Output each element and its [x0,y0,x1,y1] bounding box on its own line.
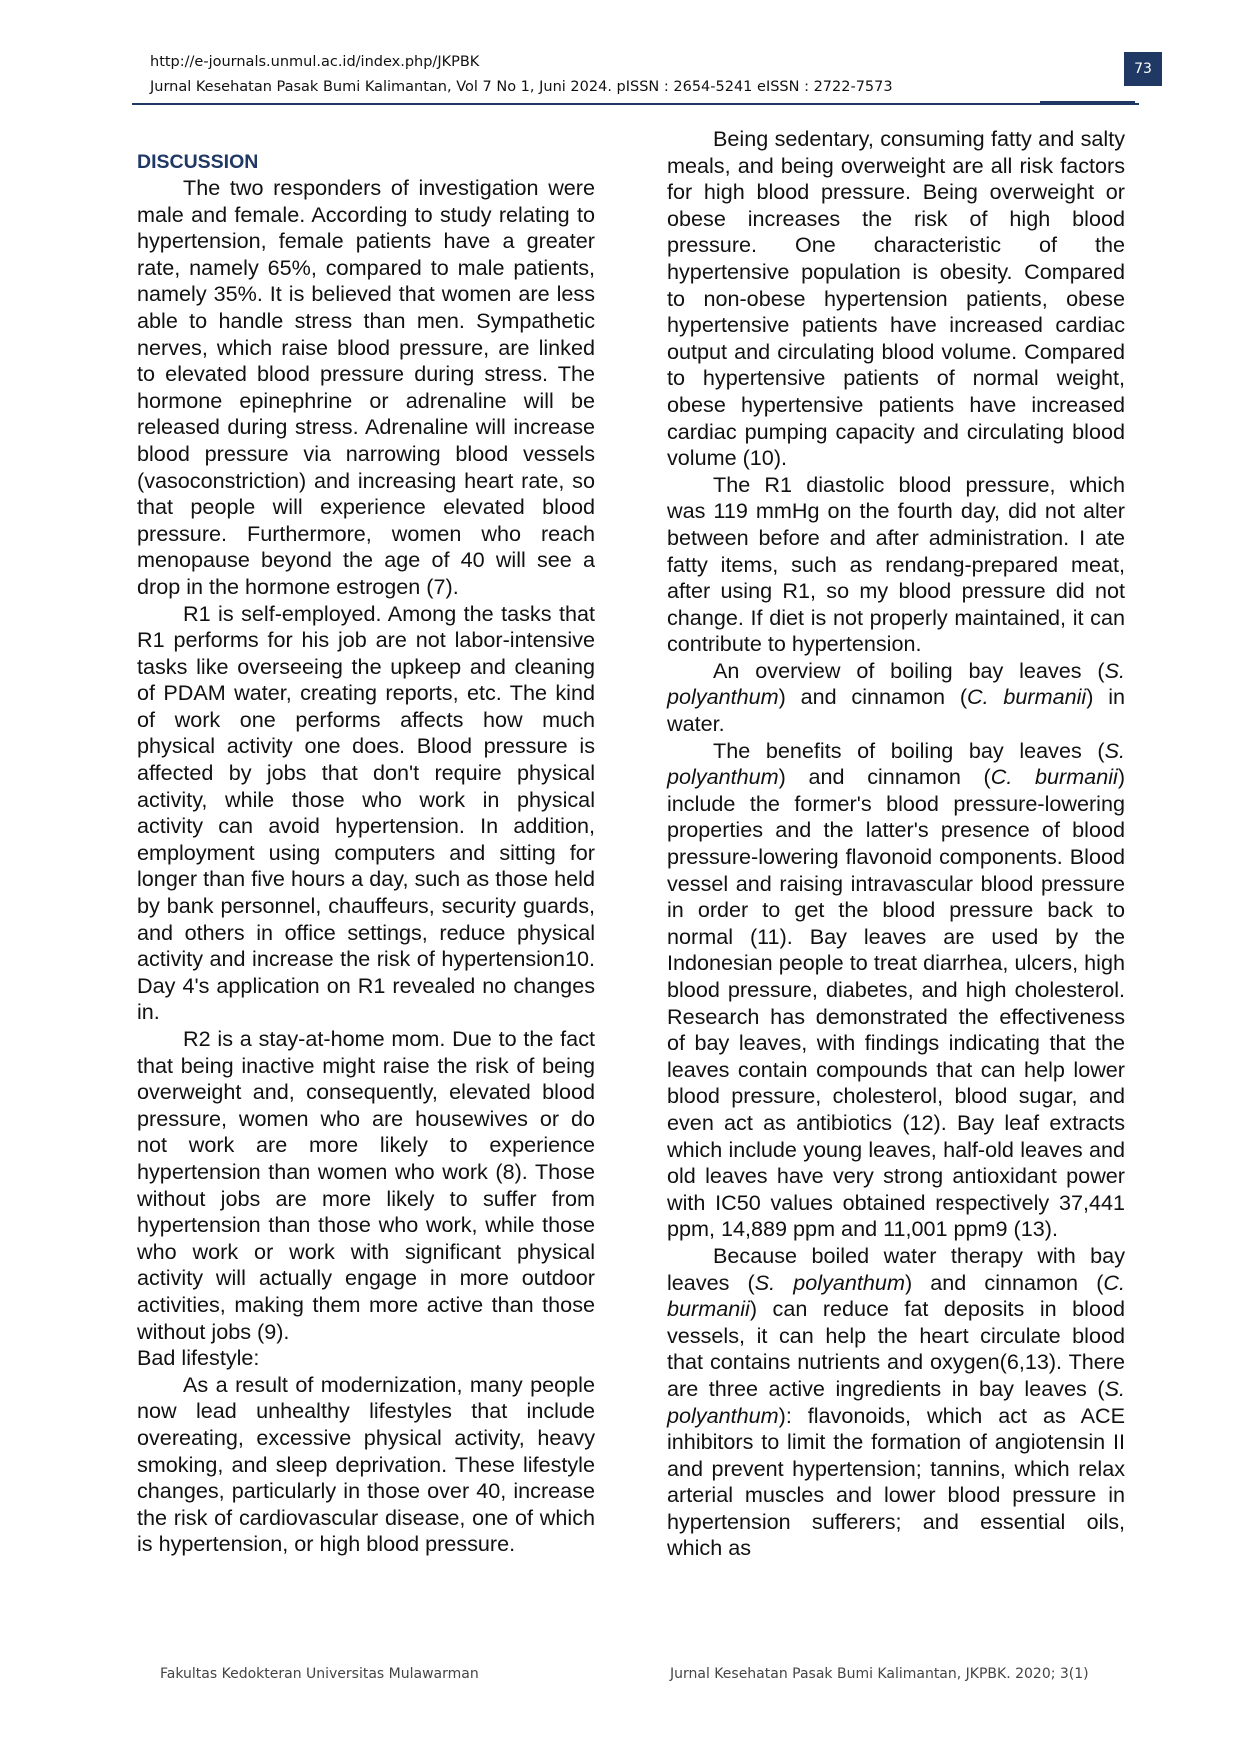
right-column [667,126,1125,1562]
paragraph: The R1 diastolic blood pressure, which was 119 mmHg on the fourth day, did not alter between before and after administration. I ate fatty items, such as rendang-prepared meat, after using R1, so my blood pressure did not change. If diet is not properly maintained, it can contribute to hypertension. [667,471,1125,657]
species-name: C. burmanii [667,1269,1125,1322]
paragraph [667,1243,1125,1562]
left-column [137,149,595,1558]
subheading: Bad lifestyle: [137,1345,260,1371]
header-divider [132,103,1139,105]
text: Because boiled water therapy with bay leaves ( [667,1242,1125,1295]
species-name: C. burmanii [967,684,1087,710]
text: ) can reduce fat deposits in blood vessels, it can help the heart circulate blood that contains nutrients and oxygen(6,13). There are three active ingredients in bay leaves ( [667,1296,1125,1401]
text: ) in water. [667,684,1125,737]
species-name: S. polyanthum [667,737,1125,790]
page-header [150,50,1070,100]
text: ) include the former's blood pressure-lowering properties and the latter's presence of blood pressure-lowering flavonoid components. Blood vessel and raising intravascular blood pressure in order to get the blood pressure back to normal (11). Bay leaves are used by the Indonesian people to treat diarrhea, ulcers, high blood pressure, diabetes, and high cholesterol. Research has demonstrated the effectiveness of bay leaves, with findings indicating that the leaves contain compounds that can help lower blood pressure, cholesterol, blood sugar, and even act as antibiotics (12). Bay leaf extracts which include young leaves, half-old leaves and old leaves have very strong antioxidant power with IC50 values obtained respectively 37,441 ppm, 14,889 ppm and 11,001 ppm9 (13). [667,764,1126,1242]
text: ) and cinnamon ( [778,764,991,790]
text: ) and cinnamon ( [778,684,968,710]
paragraph: Being sedentary, consuming fatty and salty meals, and being overweight are all risk factors for high blood pressure. Being overweight or obese increases the risk of high blood pressure. One characteristic of the hypertensive population is obesity. Compared to non-obese hypertension patients, obese hypertensive patients have increased cardiac output and circulating blood volume. Compared to hypertensive patients of normal weight, obese hypertensive patients have increased cardiac pumping capacity and circulating blood volume (10). [667,126,1125,471]
header-divider-accent [1040,101,1135,104]
text: ): flavonoids, which act as ACE inhibitors to limit the formation of angiotensin II and prevent hypertension; tannins, which relax arterial muscles and lower blood pressure in hypertension sufferers; and essential oils, which as [667,1402,1125,1561]
species-name: S. polyanthum [754,1269,905,1295]
paragraph [667,738,1125,1243]
paragraph: R2 is a stay-at-home mom. Due to the fact that being inactive might raise the risk of being overweight and, consequently, elevated blood pressure, women who are housewives or do not work are more likely to experience hypertension than women who work (8). Those without jobs are more likely to suffer from hypertension than those who work, while those who work or work with significant physical activity will actually engage in more outdoor activities, making them more active than those without jobs (9). [137,1026,595,1344]
species-name: S. polyanthum [667,1375,1125,1428]
species-name: S. polyanthum [667,657,1125,710]
text: The benefits of boiling bay leaves ( [713,737,1105,763]
paragraph: The two responders of investigation were male and female. According to study relating to hypertension, female patients have a greater rate, namely 65%, compared to male patients, namely 35%. It is believed that women are less able to handle stress than men. Sympathetic nerves, which raise blood pressure, are linked to elevated blood pressure during stress. The hormone epinephrine or adrenaline will be released during stress. Adrenaline will increase blood pressure via narrowing blood vessels (vasoconstriction) and increasing heart rate, so that people will experience elevated blood pressure. Furthermore, women who reach menopause beyond the age of 40 will see a drop in the hormone estrogen (7). [137,175,595,599]
journal-citation-line: Jurnal Kesehatan Pasak Bumi Kalimantan, Vol 7 No 1, Juni 2024. pISSN : 2654-5241 eISSN : 2722-7573 [150,79,893,95]
paragraph [667,658,1125,738]
section-heading: DISCUSSION [137,151,259,173]
paragraph: R1 is self-employed. Among the tasks that R1 performs for his job are not labor-intensive tasks like overseeing the upkeep and cleaning of PDAM water, creating reports, etc. The kind of work one performs affects how much physical activity one does. Blood pressure is affected by jobs that don't require physical activity, while those who work in physical activity can avoid hypertension. In addition, employment using computers and sitting for longer than five hours a day, such as those held by bank personnel, chauffeurs, security guards, and others in office settings, reduce physical activity and increase the risk of hypertension10. Day 4's application on R1 revealed no changes in. [137,600,595,1025]
paragraph: As a result of modernization, many people now lead unhealthy lifestyles that include overeating, excessive physical activity, heavy smoking, and sleep deprivation. These lifestyle changes, particularly in those over 40, increase the risk of cardiovascular disease, one of which is hypertension, or high blood pressure. [137,1371,595,1557]
footer-institution: Fakultas Kedokteran Universitas Mulawarman [160,1666,479,1682]
text: An overview of boiling bay leaves ( [713,657,1105,683]
page-number-badge: 73 [1124,52,1162,86]
text: ) and cinnamon ( [904,1269,1104,1295]
footer-journal: Jurnal Kesehatan Pasak Bumi Kalimantan, JKPBK. 2020; 3(1) [670,1666,1089,1682]
journal-url: http://e-journals.unmul.ac.id/index.php/JKPBK [150,54,480,70]
species-name: C. burmanii [990,764,1118,790]
